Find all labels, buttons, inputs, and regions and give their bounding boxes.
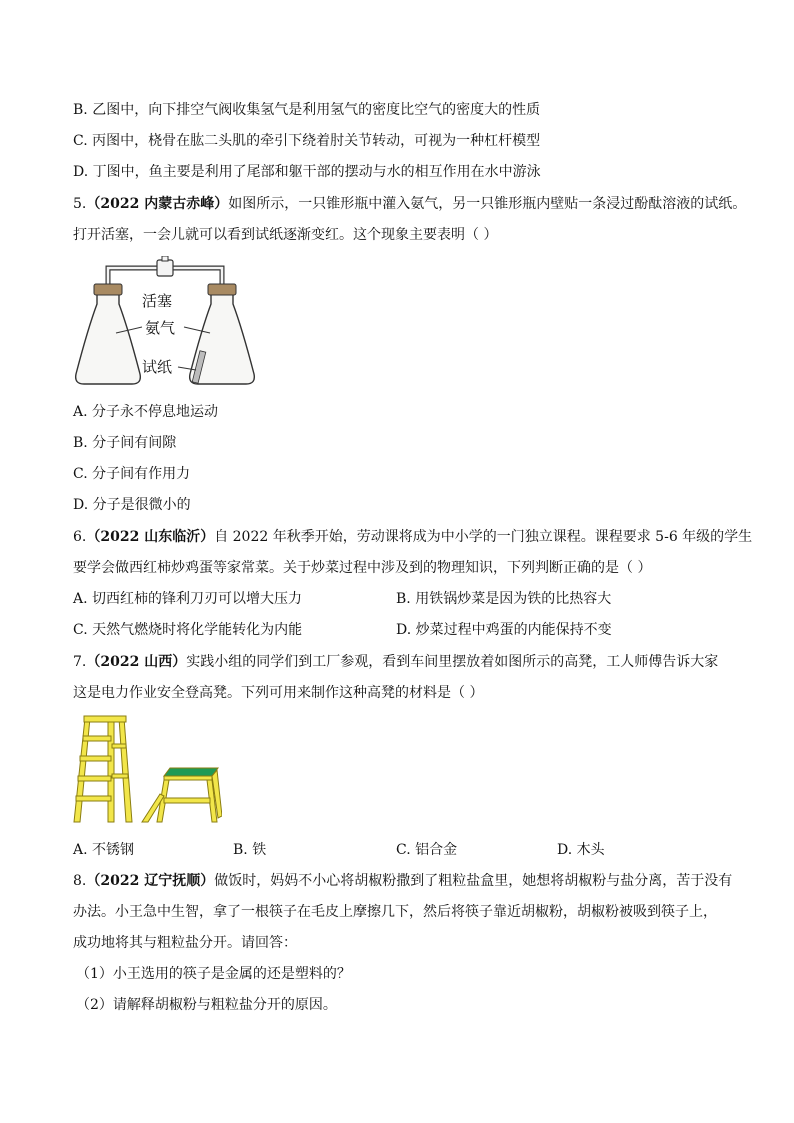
- q5-source: （2022 内蒙古赤峰）: [86, 196, 229, 212]
- q6-option-b: B. 用铁锅炒菜是因为铁的比热容大: [396, 591, 612, 607]
- q6-option-a: A. 切西红柿的锋利刀刃可以增大压力: [73, 591, 303, 607]
- q7-option-b: B. 铁: [233, 842, 267, 858]
- q5-option-a: A. 分子永不停息地运动: [73, 404, 219, 420]
- q5-stem-line1: [73, 194, 746, 214]
- tall-ladder-icon: [74, 716, 132, 822]
- q5-stem-line2: 打开活塞，一会儿就可以看到试纸逐渐变红。这个现象主要表明（ ）: [73, 227, 498, 243]
- valve-label: 活塞: [142, 292, 173, 310]
- q5-stem-text1: 如图所示，一只锥形瓶中灌入氨气，另一只锥形瓶内壁贴一条浸过酚酞溶液的试纸。: [228, 196, 747, 212]
- q6-option-c: C. 天然气燃烧时将化学能转化为内能: [73, 622, 303, 638]
- short-stool-icon: [142, 768, 222, 822]
- q8-number: 8.: [73, 873, 87, 889]
- q5-option-d: D. 分子是很微小的: [73, 497, 191, 513]
- q7-number: 7.: [73, 654, 87, 670]
- q7-option-c: C. 铝合金: [396, 842, 458, 858]
- q8-sub-question-2: （2）请解释胡椒粉与粗粒盐分开的原因。: [76, 997, 337, 1013]
- q6-source: （2022 山东临沂）: [86, 529, 215, 545]
- left-stopper-icon: [94, 284, 122, 295]
- q5-option-c: C. 分子间有作用力: [73, 466, 191, 482]
- q4-option-b: B. 乙图中，向下排空气阀收集氢气是利用氢气的密度比空气的密度大的性质: [73, 102, 541, 118]
- q7-source: （2022 山西）: [86, 654, 187, 670]
- q8-sub-question-1: （1）小王选用的筷子是金属的还是塑料的？: [76, 966, 351, 982]
- q8-source: （2022 辽宁抚顺）: [86, 873, 215, 889]
- q6-option-d: D. 炒菜过程中鸡蛋的内能保持不变: [396, 622, 612, 638]
- left-flask-icon: [76, 292, 141, 384]
- ladder-stool-figure: [72, 714, 222, 826]
- q6-stem-line1: [73, 527, 752, 547]
- q6-number: 6.: [73, 529, 87, 545]
- q7-option-d: D. 木头: [557, 842, 605, 858]
- q7-option-a: A. 不锈钢: [73, 842, 135, 858]
- q8-stem-line3: 成功地将其与粗粒盐分开。请回答：: [73, 935, 297, 951]
- q8-stem-text1: 做饭时，妈妈不小心将胡椒粉撒到了粗粒盐盒里，她想将胡椒粉与盐分离，苦于没有: [214, 873, 733, 889]
- gas-label: 氨气: [145, 319, 176, 337]
- q4-option-d: D. 丁图中，鱼主要是利用了尾部和躯干部的摆动与水的相互作用在水中游泳: [73, 164, 541, 180]
- flask-experiment-figure: [72, 256, 262, 390]
- q7-stem-line1: [73, 652, 718, 672]
- right-stopper-icon: [208, 284, 236, 295]
- valve-icon: [157, 260, 173, 276]
- q6-stem-text1: 自 2022 年秋季开始，劳动课将成为中小学的一门独立课程。课程要求 5-6 年级的学生: [214, 529, 753, 545]
- paper-label: 试纸: [142, 358, 173, 376]
- q8-stem-line2: 办法。小王急中生智，拿了一根筷子在毛皮上摩擦几下，然后将筷子靠近胡椒粉，胡椒粉被吸到筷子上，: [73, 904, 717, 920]
- q5-number: 5.: [73, 196, 87, 212]
- q6-stem-line2: 要学会做西红柿炒鸡蛋等家常菜。关于炒菜过程中涉及到的物理知识，下列判断正确的是（ ）: [73, 560, 652, 576]
- q7-stem-line2: 这是电力作业安全登高凳。下列可用来制作这种高凳的材料是（ ）: [73, 685, 484, 701]
- q7-stem-text1: 实践小组的同学们到工厂参观，看到车间里摆放着如图所示的高凳，工人师傅告诉大家: [186, 654, 719, 670]
- q4-option-c: C. 丙图中，桡骨在肱二头肌的牵引下绕着肘关节转动，可视为一种杠杆模型: [73, 133, 541, 149]
- q5-option-b: B. 分子间有间隙: [73, 435, 177, 451]
- q8-stem-line1: [73, 871, 732, 891]
